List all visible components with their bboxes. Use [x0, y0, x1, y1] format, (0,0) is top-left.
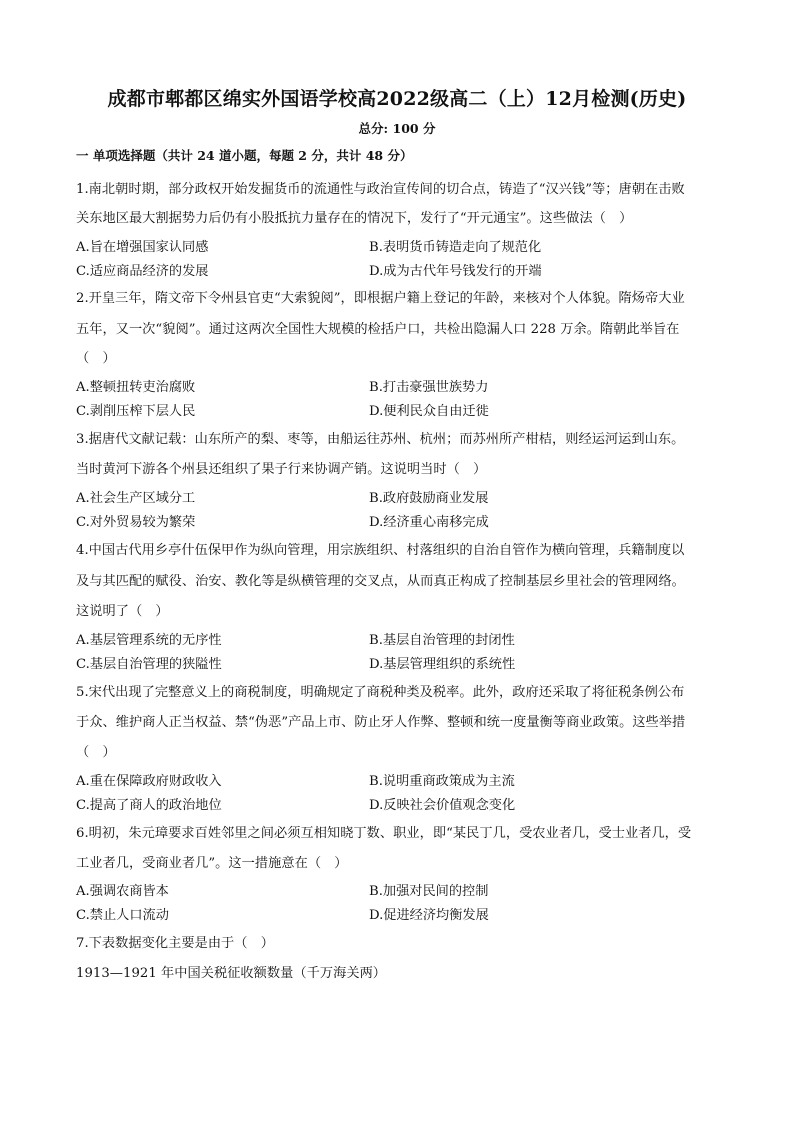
question-6-option-c: C.禁止人口流动 [76, 908, 169, 923]
question-7-line-1: 7.下表数据变化主要是由于（ ） [76, 936, 275, 951]
question-4-line-2: 及与其匹配的赋役、治安、教化等是纵横管理的交叉点，从而真正构成了控制基层乡里社会的管理网络。 [76, 574, 685, 589]
question-4-line-1: 4.中国古代用乡亭什伍保甲作为纵向管理，用宗族组织、村落组织的自治自管作为横向管理，兵籍制度以 [76, 543, 685, 558]
question-4-option-c: C.基层自治管理的狭隘性 [76, 657, 222, 672]
table-caption: 1913—1921 年中国关税征收额数量（千万海关两） [76, 966, 387, 981]
question-4-option-d: D.基层管理组织的系统性 [369, 657, 516, 672]
question-6-option-b: B.加强对民间的控制 [369, 884, 489, 899]
section-heading: 一 单项选择题（共计 24 道小题，每题 2 分，共计 48 分） [76, 148, 413, 163]
question-2-line-3: （ ） [76, 351, 116, 366]
question-5-option-a: A.重在保障政府财政收入 [76, 774, 222, 789]
question-5-line-2: 于众、维护商人正当权益、禁“伪恶”产品上市、防止牙人作弊、整顿和统一度量衡等商业政策。这些举措 [76, 715, 686, 730]
question-5-option-b: B.说明重商政策成为主流 [369, 774, 515, 789]
question-3-option-d: D.经济重心南移完成 [369, 515, 489, 530]
question-1-option-d: D.成为古代年号钱发行的开端 [369, 264, 542, 279]
question-4-option-a: A.基层管理系统的无序性 [76, 633, 222, 648]
question-2-option-b: B.打击豪强世族势力 [369, 380, 489, 395]
question-1-line-1: 1.南北朝时期，部分政权开始发掘货币的流通性与政治宣传间的切合点，铸造了“汉兴钱”等；唐朝在击败 [76, 182, 685, 197]
question-2-line-2: 五年，又一次“貌阅”。通过这两次全国性大规模的检括户口，共检出隐漏人口 228 万余。隋朝此举旨在 [76, 322, 680, 337]
question-1-line-2: 关东地区最大割据势力后仍有小股抵抗力量存在的情况下，发行了“开元通宝”。这些做法（ ） [76, 211, 633, 226]
question-2-option-d: D.便利民众自由迁徙 [369, 404, 489, 419]
question-1-option-c: C.适应商品经济的发展 [76, 264, 209, 279]
question-1-option-b: B.表明货币铸造走向了规范化 [369, 240, 542, 255]
question-3-option-c: C.对外贸易较为繁荣 [76, 515, 196, 530]
question-2-option-c: C.剥削压榨下层人民 [76, 404, 196, 419]
question-3-option-a: A.社会生产区域分工 [76, 491, 196, 506]
question-6-line-2: 工业者几，受商业者几”。这一措施意在（ ） [76, 856, 348, 871]
question-3-line-2: 当时黄河下游各个州县还组织了果子行来协调产销。这说明当时（ ） [76, 462, 487, 477]
question-6-option-a: A.强调农商皆本 [76, 884, 169, 899]
question-2-option-a: A.整顿扭转吏治腐败 [76, 380, 196, 395]
question-6-option-d: D.促进经济均衡发展 [369, 908, 489, 923]
question-4-option-b: B.基层自治管理的封闭性 [369, 633, 515, 648]
total-score: 总分: 100 分 [358, 121, 436, 136]
question-3-option-b: B.政府鼓励商业发展 [369, 491, 489, 506]
question-6-line-1: 6.明初，朱元璋要求百姓邻里之间必须互相知晓丁数、职业，即“某民丁几，受农业者几，受士业者几，受 [76, 826, 692, 841]
question-5-option-c: C.提高了商人的政治地位 [76, 798, 222, 813]
question-1-option-a: A.旨在增强国家认同感 [76, 240, 209, 255]
question-2-line-1: 2.开皇三年，隋文帝下令州县官吏“大索貌阅”，即根据户籍上登记的年龄，来核对个人体貌。隋炀帝大业 [76, 291, 685, 306]
question-5-line-1: 5.宋代出现了完整意义上的商税制度，明确规定了商税种类及税率。此外，政府还采取了将征税条例公布 [76, 685, 685, 700]
question-5-line-3: （ ） [76, 745, 116, 760]
page-title: 成都市郫都区绵实外国语学校高2022级高二（上）12月检测(历史) [107, 88, 687, 110]
question-5-option-d: D.反映社会价值观念变化 [369, 798, 516, 813]
question-4-line-3: 这说明了（ ） [76, 604, 169, 619]
question-3-line-1: 3.据唐代文献记载：山东所产的梨、枣等，由船运往苏州、杭州；而苏州所产柑桔，则经运河运到山东。 [76, 432, 685, 447]
